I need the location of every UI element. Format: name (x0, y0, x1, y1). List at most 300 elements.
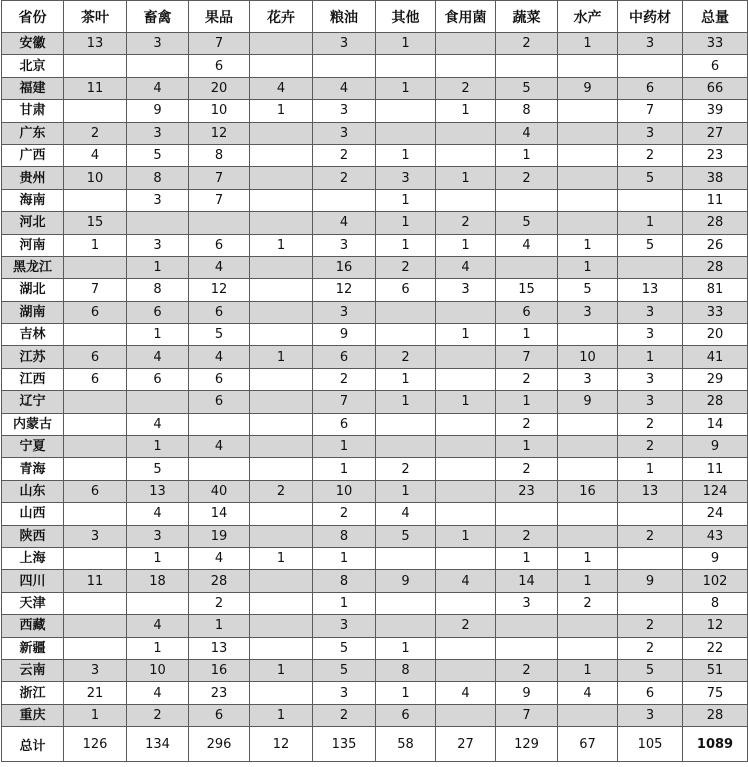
header-flowers: 花卉 (250, 1, 313, 33)
cell-livestock (127, 391, 189, 413)
table-row (2, 189, 748, 211)
header-livestock: 畜禽 (127, 1, 189, 33)
cell-fungi: 2 (436, 615, 496, 637)
cell-aquatic (558, 144, 618, 166)
cell-other: 6 (376, 704, 436, 726)
province-product-table (1, 0, 748, 762)
cell-fruit: 40 (189, 480, 250, 502)
cell-vegetables (496, 256, 558, 278)
cell-livestock: 1 (127, 324, 189, 346)
cell-province: 青海 (2, 458, 64, 480)
cell-aquatic: 1 (558, 570, 618, 592)
cell-flowers (250, 391, 313, 413)
cell-aquatic: 1 (558, 234, 618, 256)
cell-livestock: 5 (127, 458, 189, 480)
table-row (2, 570, 748, 592)
cell-province: 西藏 (2, 615, 64, 637)
cell-grain-oil: 3 (313, 301, 376, 323)
cell-herbs: 2 (618, 144, 683, 166)
cell-fungi (436, 503, 496, 525)
cell-tea (64, 413, 127, 435)
cell-tea (64, 458, 127, 480)
cell-herbs: 2 (618, 525, 683, 547)
total-vegetables: 129 (496, 727, 558, 762)
cell-herbs: 3 (618, 122, 683, 144)
cell-other: 2 (376, 346, 436, 368)
cell-province: 江苏 (2, 346, 64, 368)
cell-total: 75 (683, 682, 748, 704)
table-row (2, 391, 748, 413)
cell-livestock: 3 (127, 33, 189, 55)
cell-aquatic (558, 100, 618, 122)
cell-grain-oil: 8 (313, 525, 376, 547)
cell-total: 28 (683, 256, 748, 278)
cell-livestock: 18 (127, 570, 189, 592)
cell-livestock (127, 592, 189, 614)
cell-tea: 6 (64, 480, 127, 502)
cell-other: 1 (376, 637, 436, 659)
cell-fruit: 4 (189, 346, 250, 368)
cell-total: 12 (683, 615, 748, 637)
cell-vegetables: 1 (496, 391, 558, 413)
table-row (2, 547, 748, 569)
cell-province: 重庆 (2, 704, 64, 726)
cell-tea: 11 (64, 77, 127, 99)
cell-total: 102 (683, 570, 748, 592)
cell-vegetables: 7 (496, 704, 558, 726)
cell-livestock: 2 (127, 704, 189, 726)
cell-vegetables: 14 (496, 570, 558, 592)
cell-fruit: 7 (189, 167, 250, 189)
cell-province: 北京 (2, 55, 64, 77)
table-row (2, 33, 748, 55)
cell-flowers (250, 413, 313, 435)
cell-grain-oil: 16 (313, 256, 376, 278)
cell-fungi (436, 547, 496, 569)
cell-grain-oil: 3 (313, 615, 376, 637)
cell-grain-oil (313, 189, 376, 211)
cell-livestock: 4 (127, 77, 189, 99)
cell-total: 8 (683, 592, 748, 614)
cell-flowers (250, 592, 313, 614)
cell-aquatic: 4 (558, 682, 618, 704)
cell-herbs: 1 (618, 346, 683, 368)
cell-tea: 6 (64, 301, 127, 323)
cell-tea: 13 (64, 33, 127, 55)
cell-herbs: 1 (618, 212, 683, 234)
cell-aquatic: 3 (558, 368, 618, 390)
cell-province: 天津 (2, 592, 64, 614)
cell-flowers: 4 (250, 77, 313, 99)
cell-fungi (436, 659, 496, 681)
cell-fruit: 14 (189, 503, 250, 525)
cell-livestock: 3 (127, 234, 189, 256)
table-row (2, 256, 748, 278)
cell-total: 33 (683, 301, 748, 323)
cell-tea (64, 324, 127, 346)
cell-fungi (436, 189, 496, 211)
cell-flowers (250, 525, 313, 547)
total-total: 1089 (683, 727, 748, 762)
cell-grain-oil: 1 (313, 547, 376, 569)
cell-fungi (436, 144, 496, 166)
cell-province: 广西 (2, 144, 64, 166)
cell-other: 5 (376, 525, 436, 547)
cell-total: 124 (683, 480, 748, 502)
cell-grain-oil: 3 (313, 33, 376, 55)
cell-vegetables: 3 (496, 592, 558, 614)
cell-grain-oil: 3 (313, 234, 376, 256)
cell-grain-oil: 3 (313, 682, 376, 704)
cell-tea (64, 637, 127, 659)
cell-herbs: 2 (618, 413, 683, 435)
cell-livestock: 1 (127, 547, 189, 569)
cell-other: 1 (376, 368, 436, 390)
cell-total: 81 (683, 279, 748, 301)
cell-province: 山东 (2, 480, 64, 502)
cell-grain-oil: 6 (313, 413, 376, 435)
cell-grain-oil: 5 (313, 637, 376, 659)
cell-total: 66 (683, 77, 748, 99)
cell-vegetables: 4 (496, 122, 558, 144)
header-fungi: 食用菌 (436, 1, 496, 33)
cell-other: 1 (376, 189, 436, 211)
cell-vegetables: 1 (496, 144, 558, 166)
cell-other (376, 324, 436, 346)
cell-other: 2 (376, 458, 436, 480)
cell-livestock: 1 (127, 436, 189, 458)
cell-province: 福建 (2, 77, 64, 99)
cell-aquatic: 9 (558, 391, 618, 413)
cell-vegetables: 23 (496, 480, 558, 502)
cell-fungi (436, 301, 496, 323)
cell-fruit: 4 (189, 436, 250, 458)
total-row (2, 727, 748, 762)
table-row (2, 234, 748, 256)
cell-other: 1 (376, 77, 436, 99)
cell-other: 8 (376, 659, 436, 681)
cell-vegetables: 5 (496, 212, 558, 234)
cell-total: 22 (683, 637, 748, 659)
table-row (2, 615, 748, 637)
cell-aquatic: 1 (558, 256, 618, 278)
cell-total: 23 (683, 144, 748, 166)
cell-tea (64, 436, 127, 458)
cell-flowers (250, 144, 313, 166)
cell-vegetables: 2 (496, 659, 558, 681)
cell-province: 山西 (2, 503, 64, 525)
cell-grain-oil: 5 (313, 659, 376, 681)
table-row (2, 525, 748, 547)
cell-livestock: 4 (127, 503, 189, 525)
cell-province: 浙江 (2, 682, 64, 704)
cell-fruit (189, 212, 250, 234)
header-row (2, 1, 748, 33)
cell-livestock: 5 (127, 144, 189, 166)
cell-herbs: 1 (618, 458, 683, 480)
total-herbs: 105 (618, 727, 683, 762)
cell-vegetables: 5 (496, 77, 558, 99)
cell-flowers (250, 55, 313, 77)
cell-herbs: 5 (618, 167, 683, 189)
cell-fruit: 2 (189, 592, 250, 614)
cell-tea: 7 (64, 279, 127, 301)
cell-herbs: 3 (618, 324, 683, 346)
table-row (2, 436, 748, 458)
cell-fungi (436, 458, 496, 480)
cell-grain-oil: 3 (313, 100, 376, 122)
cell-aquatic: 1 (558, 659, 618, 681)
cell-fruit: 10 (189, 100, 250, 122)
cell-total: 33 (683, 33, 748, 55)
cell-grain-oil: 2 (313, 167, 376, 189)
cell-flowers (250, 682, 313, 704)
cell-herbs: 3 (618, 368, 683, 390)
cell-province: 湖北 (2, 279, 64, 301)
cell-livestock: 4 (127, 615, 189, 637)
cell-tea: 11 (64, 570, 127, 592)
cell-fruit: 12 (189, 279, 250, 301)
cell-tea: 3 (64, 659, 127, 681)
cell-fungi: 1 (436, 100, 496, 122)
cell-herbs: 6 (618, 77, 683, 99)
cell-vegetables: 9 (496, 682, 558, 704)
cell-herbs: 3 (618, 391, 683, 413)
cell-fungi (436, 592, 496, 614)
cell-other: 1 (376, 212, 436, 234)
table-row (2, 458, 748, 480)
cell-fruit: 19 (189, 525, 250, 547)
cell-other: 1 (376, 234, 436, 256)
cell-fruit: 8 (189, 144, 250, 166)
cell-livestock (127, 212, 189, 234)
cell-aquatic (558, 525, 618, 547)
total-province: 总计 (2, 727, 64, 762)
header-tea: 茶叶 (64, 1, 127, 33)
cell-other: 1 (376, 33, 436, 55)
cell-fruit: 6 (189, 704, 250, 726)
table-row (2, 682, 748, 704)
cell-flowers: 1 (250, 704, 313, 726)
cell-flowers (250, 301, 313, 323)
total-other: 58 (376, 727, 436, 762)
cell-flowers: 1 (250, 234, 313, 256)
cell-vegetables: 4 (496, 234, 558, 256)
cell-fruit: 7 (189, 33, 250, 55)
cell-flowers (250, 637, 313, 659)
cell-herbs: 2 (618, 615, 683, 637)
cell-tea (64, 100, 127, 122)
cell-province: 上海 (2, 547, 64, 569)
cell-other (376, 122, 436, 144)
cell-vegetables (496, 637, 558, 659)
cell-aquatic: 9 (558, 77, 618, 99)
cell-province: 河南 (2, 234, 64, 256)
cell-flowers (250, 324, 313, 346)
table-row (2, 368, 748, 390)
cell-fungi (436, 436, 496, 458)
cell-aquatic (558, 324, 618, 346)
cell-flowers (250, 122, 313, 144)
cell-fungi: 1 (436, 391, 496, 413)
cell-fungi (436, 480, 496, 502)
cell-fungi: 1 (436, 167, 496, 189)
cell-total: 43 (683, 525, 748, 547)
cell-other: 9 (376, 570, 436, 592)
cell-aquatic (558, 615, 618, 637)
cell-total: 6 (683, 55, 748, 77)
cell-fruit: 4 (189, 256, 250, 278)
cell-herbs (618, 189, 683, 211)
table-row (2, 301, 748, 323)
cell-herbs: 2 (618, 637, 683, 659)
cell-province: 新疆 (2, 637, 64, 659)
cell-aquatic: 10 (558, 346, 618, 368)
cell-livestock: 8 (127, 167, 189, 189)
cell-vegetables: 6 (496, 301, 558, 323)
cell-total: 11 (683, 189, 748, 211)
cell-fruit: 16 (189, 659, 250, 681)
cell-tea: 1 (64, 234, 127, 256)
cell-fungi: 1 (436, 324, 496, 346)
table-row (2, 503, 748, 525)
cell-province: 内蒙古 (2, 413, 64, 435)
cell-livestock: 1 (127, 637, 189, 659)
cell-aquatic (558, 167, 618, 189)
cell-herbs: 5 (618, 234, 683, 256)
cell-tea (64, 503, 127, 525)
cell-tea: 3 (64, 525, 127, 547)
cell-grain-oil: 2 (313, 368, 376, 390)
cell-grain-oil: 2 (313, 503, 376, 525)
cell-province: 四川 (2, 570, 64, 592)
cell-other: 2 (376, 256, 436, 278)
cell-aquatic (558, 413, 618, 435)
cell-total: 28 (683, 212, 748, 234)
cell-fungi (436, 413, 496, 435)
cell-province: 河北 (2, 212, 64, 234)
cell-vegetables: 1 (496, 436, 558, 458)
cell-flowers (250, 33, 313, 55)
cell-fruit: 6 (189, 55, 250, 77)
cell-herbs: 5 (618, 659, 683, 681)
cell-aquatic (558, 458, 618, 480)
cell-total: 27 (683, 122, 748, 144)
cell-livestock: 4 (127, 682, 189, 704)
cell-total: 38 (683, 167, 748, 189)
cell-herbs (618, 55, 683, 77)
cell-vegetables: 15 (496, 279, 558, 301)
cell-livestock: 4 (127, 346, 189, 368)
cell-flowers (250, 503, 313, 525)
cell-grain-oil: 10 (313, 480, 376, 502)
cell-herbs (618, 503, 683, 525)
header-fruit: 果品 (189, 1, 250, 33)
cell-fungi (436, 704, 496, 726)
total-grain-oil: 135 (313, 727, 376, 762)
cell-fungi: 4 (436, 570, 496, 592)
cell-province: 黑龙江 (2, 256, 64, 278)
cell-fruit: 20 (189, 77, 250, 99)
cell-fungi (436, 33, 496, 55)
cell-grain-oil: 1 (313, 436, 376, 458)
cell-fungi: 2 (436, 77, 496, 99)
cell-vegetables: 2 (496, 33, 558, 55)
cell-other: 1 (376, 144, 436, 166)
cell-flowers (250, 458, 313, 480)
cell-aquatic (558, 436, 618, 458)
cell-province: 江西 (2, 368, 64, 390)
cell-vegetables: 2 (496, 458, 558, 480)
table-row (2, 55, 748, 77)
cell-total: 24 (683, 503, 748, 525)
cell-tea: 2 (64, 122, 127, 144)
cell-fruit: 7 (189, 189, 250, 211)
cell-aquatic: 1 (558, 33, 618, 55)
cell-flowers: 1 (250, 100, 313, 122)
cell-fruit: 13 (189, 637, 250, 659)
cell-herbs (618, 592, 683, 614)
cell-herbs: 13 (618, 480, 683, 502)
cell-grain-oil: 2 (313, 704, 376, 726)
cell-herbs: 9 (618, 570, 683, 592)
cell-province: 安徽 (2, 33, 64, 55)
cell-aquatic (558, 189, 618, 211)
cell-aquatic (558, 637, 618, 659)
cell-grain-oil: 6 (313, 346, 376, 368)
cell-tea: 4 (64, 144, 127, 166)
cell-fruit: 23 (189, 682, 250, 704)
cell-tea (64, 615, 127, 637)
cell-grain-oil: 9 (313, 324, 376, 346)
cell-fruit: 12 (189, 122, 250, 144)
cell-vegetables (496, 189, 558, 211)
cell-other: 4 (376, 503, 436, 525)
cell-aquatic (558, 704, 618, 726)
cell-grain-oil (313, 55, 376, 77)
cell-livestock: 1 (127, 256, 189, 278)
cell-province: 宁夏 (2, 436, 64, 458)
cell-herbs (618, 547, 683, 569)
table-row (2, 704, 748, 726)
cell-aquatic (558, 212, 618, 234)
cell-tea (64, 547, 127, 569)
cell-total: 28 (683, 704, 748, 726)
cell-livestock: 3 (127, 122, 189, 144)
cell-province: 贵州 (2, 167, 64, 189)
cell-other (376, 615, 436, 637)
cell-fruit (189, 458, 250, 480)
cell-fruit: 6 (189, 391, 250, 413)
cell-vegetables: 2 (496, 525, 558, 547)
cell-province: 广东 (2, 122, 64, 144)
cell-fungi (436, 346, 496, 368)
cell-flowers (250, 189, 313, 211)
table-row (2, 100, 748, 122)
cell-grain-oil: 4 (313, 77, 376, 99)
cell-herbs: 3 (618, 704, 683, 726)
cell-fungi (436, 55, 496, 77)
cell-grain-oil: 12 (313, 279, 376, 301)
cell-other (376, 413, 436, 435)
cell-vegetables: 2 (496, 368, 558, 390)
cell-other (376, 100, 436, 122)
cell-fruit: 1 (189, 615, 250, 637)
total-aquatic: 67 (558, 727, 618, 762)
cell-aquatic (558, 122, 618, 144)
cell-herbs (618, 256, 683, 278)
cell-flowers (250, 279, 313, 301)
